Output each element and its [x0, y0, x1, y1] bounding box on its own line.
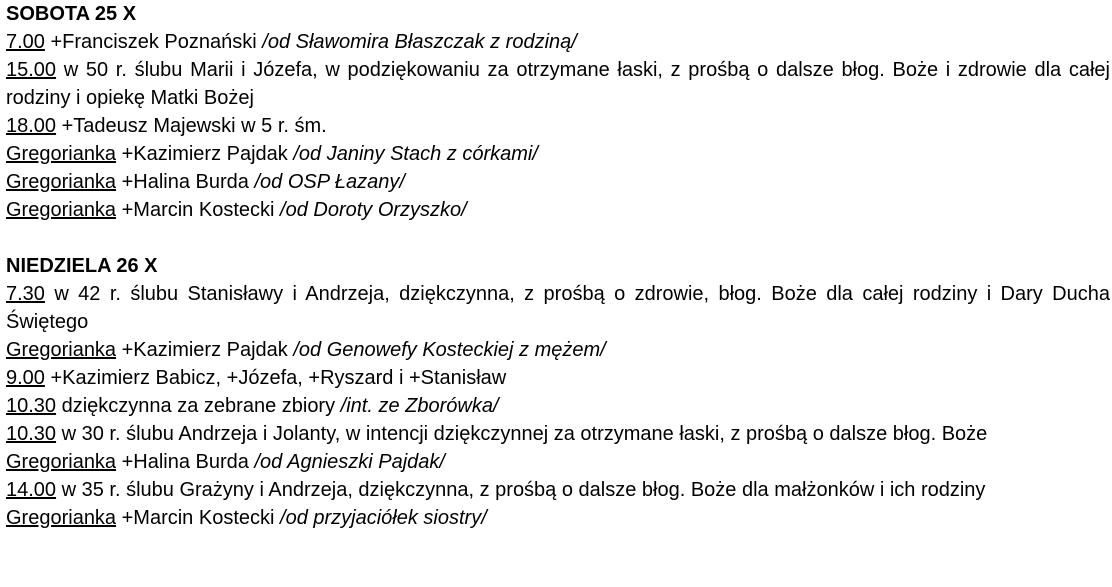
mass-entry: [6, 56, 1110, 112]
mass-intention: w 30 r. ślubu Andrzeja i Jolanty, w intencji dziękczynnej za otrzymane łaski, z prośbą o dalsze błog. Boże: [56, 423, 988, 445]
mass-time: Gregorianka: [6, 507, 117, 529]
mass-intention: +Halina Burda: [116, 171, 255, 193]
mass-time: 7.00: [6, 31, 45, 53]
mass-intention: +Marcin Kostecki: [116, 507, 281, 529]
mass-donor: /od Janiny Stach z córkami/: [293, 143, 538, 165]
mass-donor: /od przyjaciółek siostry/: [280, 507, 487, 529]
mass-donor: /od Sławomira Błaszczak z rodziną/: [262, 31, 577, 53]
mass-time: 10.30: [6, 423, 57, 445]
day-heading: NIEDZIELA 26 X: [6, 255, 158, 277]
mass-time: 10.30: [6, 395, 57, 417]
mass-entry: [6, 448, 1110, 476]
mass-time: 14.00: [6, 479, 57, 501]
mass-time: 18.00: [6, 115, 57, 137]
mass-time: 15.00: [6, 59, 57, 81]
mass-intention: +Tadeusz Majewski w 5 r. śm.: [56, 115, 327, 137]
mass-time: 9.00: [6, 367, 45, 389]
mass-entry: [6, 336, 1110, 364]
mass-donor: /od Doroty Orzyszko/: [280, 199, 467, 221]
mass-donor: /od Agnieszki Pajdak/: [254, 451, 445, 473]
mass-entry: [6, 364, 1110, 392]
mass-time: Gregorianka: [6, 143, 117, 165]
mass-time: Gregorianka: [6, 199, 117, 221]
mass-intention: dziękczynna za zebrane zbiory: [56, 395, 341, 417]
day-heading: SOBOTA 25 X: [6, 3, 137, 25]
mass-intention: +Halina Burda: [116, 451, 255, 473]
mass-intention: +Franciszek Poznański: [44, 31, 263, 53]
mass-intention: w 35 r. ślubu Grażyny i Andrzeja, dziękczynna, z prośbą o dalsze błog. Boże dla małżonków i ich rodziny: [56, 479, 986, 501]
mass-time: 7.30: [6, 283, 45, 305]
mass-entry: [6, 392, 1110, 420]
mass-time: Gregorianka: [6, 171, 117, 193]
mass-entry: [6, 504, 1110, 532]
mass-entry: [6, 28, 1110, 56]
mass-time: Gregorianka: [6, 451, 117, 473]
mass-donor: /od OSP Łazany/: [254, 171, 405, 193]
mass-entry: [6, 140, 1110, 168]
mass-intention: +Kazimierz Babicz, +Józefa, +Ryszard i +Stanisław: [44, 367, 507, 389]
mass-intention: +Kazimierz Pajdak: [116, 339, 294, 361]
mass-intention: +Marcin Kostecki: [116, 199, 281, 221]
mass-intention: +Kazimierz Pajdak: [116, 143, 294, 165]
mass-entry: [6, 280, 1110, 336]
mass-entry: [6, 168, 1110, 196]
mass-intention: w 42 r. ślubu Stanisławy i Andrzeja, dziękczynna, z prośbą o zdrowie, błog. Boże dla całej rodziny i Dary Ducha Świętego: [6, 283, 1110, 333]
mass-time: Gregorianka: [6, 339, 117, 361]
mass-donor: /od Genowefy Kosteckiej z mężem/: [293, 339, 606, 361]
mass-entry: [6, 476, 1110, 504]
mass-donor: /int. ze Zborówka/: [340, 395, 499, 417]
mass-intention: w 50 r. ślubu Marii i Józefa, w podziękowaniu za otrzymane łaski, z prośbą o dalsze błog. Boże i zdrowie dla całej rodziny i opiekę Matki Bożej: [6, 59, 1110, 109]
mass-entry: [6, 196, 1110, 224]
mass-entry: [6, 112, 1110, 140]
day-sunday: [6, 252, 1112, 532]
day-saturday: [6, 0, 1112, 224]
mass-entry: [6, 420, 1110, 448]
